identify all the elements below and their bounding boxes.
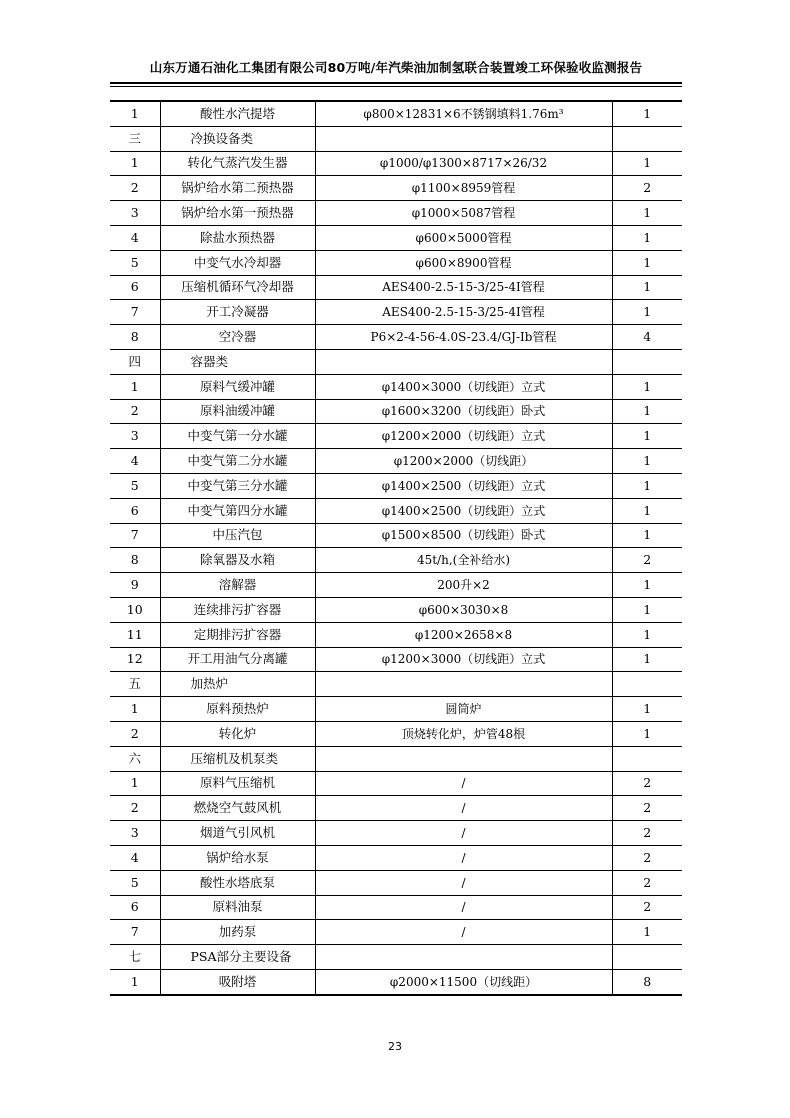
- cell-equipment-name: 转化炉: [160, 721, 315, 746]
- header-rule-thin: [110, 86, 682, 87]
- section-row: [110, 672, 682, 697]
- cell-quantity: 1: [612, 721, 682, 746]
- cell-quantity: 2: [612, 771, 682, 796]
- cell-quantity: 1: [612, 151, 682, 176]
- cell-equipment-name: 酸性水汽提塔: [160, 101, 315, 126]
- cell-specification: 圆筒炉: [315, 697, 612, 722]
- table-row: [110, 176, 682, 201]
- table-row: [110, 201, 682, 226]
- cell-quantity: 1: [612, 647, 682, 672]
- cell-quantity: 1: [612, 498, 682, 523]
- cell-equipment-name: 定期排污扩容器: [160, 622, 315, 647]
- cell-specification: φ800×12831×6不锈钢填料1.76m³: [315, 101, 612, 126]
- table-row: [110, 697, 682, 722]
- cell-quantity: 1: [612, 374, 682, 399]
- header-rule-thick: [110, 82, 682, 84]
- cell-specification: 45t/h,(全补给水): [315, 548, 612, 573]
- cell-number: 7: [110, 523, 160, 548]
- cell-equipment-name: 压缩机循环气冷却器: [160, 275, 315, 300]
- table-row: [110, 151, 682, 176]
- cell-quantity: 1: [612, 201, 682, 226]
- table-row: [110, 821, 682, 846]
- cell-quantity: 2: [612, 845, 682, 870]
- cell-specification: φ2000×11500（切线距）: [315, 969, 612, 994]
- cell-quantity: 2: [612, 796, 682, 821]
- cell-quantity: 1: [612, 275, 682, 300]
- cell-equipment-name: 锅炉给水第一预热器: [160, 201, 315, 226]
- cell-specification: φ600×5000管程: [315, 225, 612, 250]
- cell-number: 1: [110, 771, 160, 796]
- cell-specification: /: [315, 796, 612, 821]
- cell-specification: /: [315, 920, 612, 945]
- cell-quantity: 2: [612, 821, 682, 846]
- equipment-table: [110, 100, 682, 996]
- equipment-table-body: [110, 101, 682, 995]
- cell-specification: /: [315, 771, 612, 796]
- cell-number: 2: [110, 176, 160, 201]
- cell-quantity: 2: [612, 870, 682, 895]
- cell-specification: φ1500×8500（切线距）卧式: [315, 523, 612, 548]
- table-row: [110, 895, 682, 920]
- report-header: 山东万通石油化工集团有限公司80万吨/年汽柴油加制氢联合装置竣工环保验收监测报告: [149, 60, 643, 75]
- cell-equipment-name: 开工冷凝器: [160, 300, 315, 325]
- cell-equipment-name: 除氧器及水箱: [160, 548, 315, 573]
- cell-quantity: 1: [612, 424, 682, 449]
- cell-quantity: 2: [612, 548, 682, 573]
- cell-number: 6: [110, 275, 160, 300]
- table-row: [110, 548, 682, 573]
- table-row: [110, 399, 682, 424]
- cell-specification: φ1000×5087管程: [315, 201, 612, 226]
- cell-specification: AES400-2.5-15-3/25-4I管程: [315, 300, 612, 325]
- cell-equipment-name: 烟道气引风机: [160, 821, 315, 846]
- cell-equipment-name: 锅炉给水泵: [160, 845, 315, 870]
- cell-number: 10: [110, 597, 160, 622]
- section-row: [110, 945, 682, 970]
- cell-equipment-name: PSA部分主要设备: [160, 945, 315, 970]
- cell-specification: [315, 672, 612, 697]
- table-row: [110, 969, 682, 994]
- cell-specification: φ1000/φ1300×8717×26/32: [315, 151, 612, 176]
- cell-specification: [315, 746, 612, 771]
- cell-number: 六: [110, 746, 160, 771]
- cell-number: 7: [110, 300, 160, 325]
- table-row: [110, 721, 682, 746]
- cell-quantity: [612, 349, 682, 374]
- table-row: [110, 920, 682, 945]
- cell-equipment-name: 溶解器: [160, 573, 315, 598]
- cell-specification: [315, 945, 612, 970]
- cell-quantity: 1: [612, 225, 682, 250]
- cell-number: 5: [110, 870, 160, 895]
- cell-equipment-name: 锅炉给水第二预热器: [160, 176, 315, 201]
- cell-number: 9: [110, 573, 160, 598]
- table-row: [110, 622, 682, 647]
- cell-equipment-name: 原料预热炉: [160, 697, 315, 722]
- cell-quantity: [612, 746, 682, 771]
- cell-number: 6: [110, 895, 160, 920]
- cell-number: 7: [110, 920, 160, 945]
- cell-number: 1: [110, 697, 160, 722]
- cell-equipment-name: 加热炉: [160, 672, 315, 697]
- cell-quantity: 1: [612, 622, 682, 647]
- cell-number: 5: [110, 250, 160, 275]
- cell-number: 1: [110, 101, 160, 126]
- cell-quantity: 1: [612, 573, 682, 598]
- cell-equipment-name: 原料油泵: [160, 895, 315, 920]
- cell-quantity: 1: [612, 597, 682, 622]
- cell-number: 四: [110, 349, 160, 374]
- cell-specification: φ1400×3000（切线距）立式: [315, 374, 612, 399]
- cell-specification: /: [315, 870, 612, 895]
- cell-quantity: 1: [612, 920, 682, 945]
- cell-equipment-name: 连续排污扩容器: [160, 597, 315, 622]
- cell-quantity: 1: [612, 101, 682, 126]
- cell-specification: P6×2-4-56-4.0S-23.4/GJ-Ib管程: [315, 325, 612, 350]
- cell-quantity: 1: [612, 697, 682, 722]
- cell-specification: φ600×3030×8: [315, 597, 612, 622]
- table-row: [110, 573, 682, 598]
- cell-equipment-name: 吸附塔: [160, 969, 315, 994]
- cell-equipment-name: 中变气第二分水罐: [160, 449, 315, 474]
- cell-number: 11: [110, 622, 160, 647]
- cell-specification: φ1200×3000（切线距）立式: [315, 647, 612, 672]
- cell-specification: 顶烧转化炉，炉管48根: [315, 721, 612, 746]
- cell-equipment-name: 开工用油气分离罐: [160, 647, 315, 672]
- table-row: [110, 796, 682, 821]
- section-row: [110, 746, 682, 771]
- cell-equipment-name: 除盐水预热器: [160, 225, 315, 250]
- table-row: [110, 473, 682, 498]
- table-row: [110, 498, 682, 523]
- cell-equipment-name: 中变气第四分水罐: [160, 498, 315, 523]
- table-row: [110, 325, 682, 350]
- cell-number: 1: [110, 151, 160, 176]
- cell-number: 4: [110, 449, 160, 474]
- cell-quantity: [612, 126, 682, 151]
- cell-specification: AES400-2.5-15-3/25-4I管程: [315, 275, 612, 300]
- table-row: [110, 771, 682, 796]
- cell-specification: φ1600×3200（切线距）卧式: [315, 399, 612, 424]
- section-row: [110, 126, 682, 151]
- cell-quantity: 1: [612, 250, 682, 275]
- table-row: [110, 424, 682, 449]
- cell-number: 3: [110, 424, 160, 449]
- cell-number: 3: [110, 201, 160, 226]
- cell-specification: φ1200×2000（切线距）: [315, 449, 612, 474]
- table-row: [110, 275, 682, 300]
- cell-number: 12: [110, 647, 160, 672]
- cell-equipment-name: 原料气压缩机: [160, 771, 315, 796]
- cell-equipment-name: 加药泵: [160, 920, 315, 945]
- cell-equipment-name: 燃烧空气鼓风机: [160, 796, 315, 821]
- table-row: [110, 250, 682, 275]
- cell-specification: [315, 126, 612, 151]
- table-row: [110, 597, 682, 622]
- table-row: [110, 449, 682, 474]
- cell-number: 2: [110, 796, 160, 821]
- cell-quantity: 2: [612, 176, 682, 201]
- cell-number: 6: [110, 498, 160, 523]
- page-number: 23: [388, 1040, 402, 1053]
- cell-number: 8: [110, 325, 160, 350]
- cell-number: 2: [110, 399, 160, 424]
- cell-quantity: 4: [612, 325, 682, 350]
- cell-specification: φ1100×8959管程: [315, 176, 612, 201]
- cell-quantity: 2: [612, 895, 682, 920]
- cell-number: 1: [110, 374, 160, 399]
- cell-equipment-name: 中变气水冷却器: [160, 250, 315, 275]
- table-row: [110, 845, 682, 870]
- cell-equipment-name: 原料油缓冲罐: [160, 399, 315, 424]
- cell-specification: φ1400×2500（切线距）立式: [315, 473, 612, 498]
- cell-number: 2: [110, 721, 160, 746]
- cell-number: 1: [110, 969, 160, 994]
- cell-number: 8: [110, 548, 160, 573]
- cell-number: 4: [110, 845, 160, 870]
- cell-quantity: 8: [612, 969, 682, 994]
- cell-number: 3: [110, 821, 160, 846]
- cell-number: 三: [110, 126, 160, 151]
- cell-specification: φ1200×2658×8: [315, 622, 612, 647]
- cell-specification: 200升×2: [315, 573, 612, 598]
- cell-equipment-name: 原料气缓冲罐: [160, 374, 315, 399]
- cell-number: 4: [110, 225, 160, 250]
- cell-specification: /: [315, 821, 612, 846]
- table-row: [110, 101, 682, 126]
- cell-equipment-name: 压缩机及机泵类: [160, 746, 315, 771]
- cell-specification: φ1400×2500（切线距）立式: [315, 498, 612, 523]
- cell-equipment-name: 容器类: [160, 349, 315, 374]
- cell-equipment-name: 中变气第一分水罐: [160, 424, 315, 449]
- cell-equipment-name: 冷换设备类: [160, 126, 315, 151]
- cell-number: 五: [110, 672, 160, 697]
- cell-quantity: 1: [612, 449, 682, 474]
- table-row: [110, 300, 682, 325]
- section-row: [110, 349, 682, 374]
- cell-specification: [315, 349, 612, 374]
- cell-number: 七: [110, 945, 160, 970]
- table-row: [110, 374, 682, 399]
- cell-equipment-name: 空冷器: [160, 325, 315, 350]
- cell-quantity: [612, 945, 682, 970]
- cell-equipment-name: 转化气蒸汽发生器: [160, 151, 315, 176]
- cell-equipment-name: 酸性水塔底泵: [160, 870, 315, 895]
- cell-equipment-name: 中压汽包: [160, 523, 315, 548]
- table-row: [110, 225, 682, 250]
- cell-quantity: 1: [612, 523, 682, 548]
- cell-specification: φ1200×2000（切线距）立式: [315, 424, 612, 449]
- cell-quantity: 1: [612, 300, 682, 325]
- table-row: [110, 647, 682, 672]
- cell-specification: φ600×8900管程: [315, 250, 612, 275]
- table-row: [110, 523, 682, 548]
- cell-quantity: [612, 672, 682, 697]
- cell-specification: /: [315, 845, 612, 870]
- table-row: [110, 870, 682, 895]
- cell-equipment-name: 中变气第三分水罐: [160, 473, 315, 498]
- cell-number: 5: [110, 473, 160, 498]
- cell-quantity: 1: [612, 473, 682, 498]
- cell-specification: /: [315, 895, 612, 920]
- cell-quantity: 1: [612, 399, 682, 424]
- equipment-table-wrapper: [110, 100, 682, 996]
